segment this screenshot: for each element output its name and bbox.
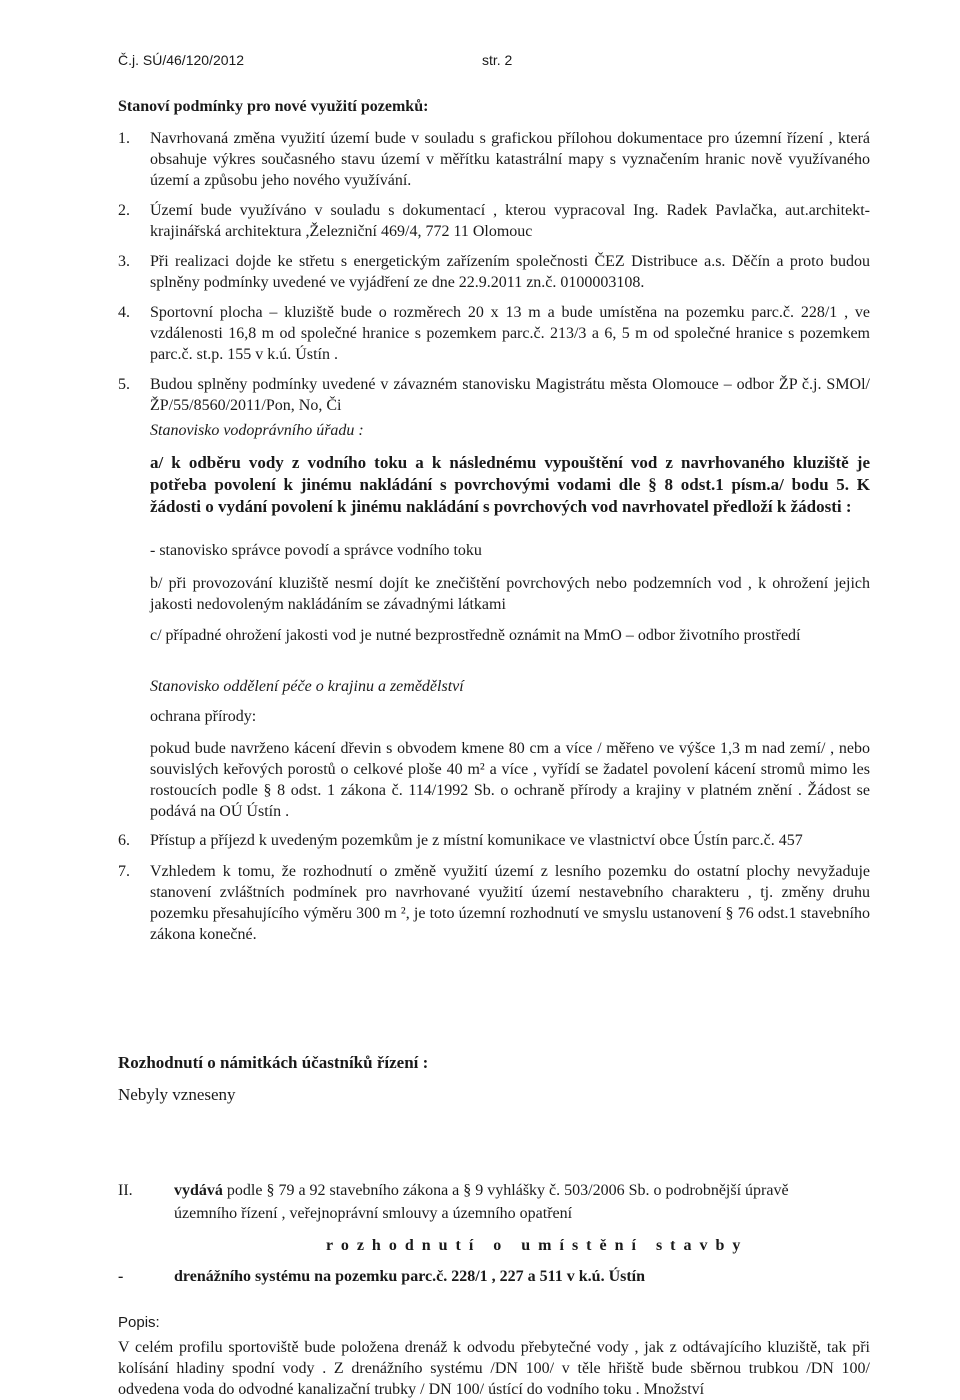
description-text: V celém profilu sportoviště bude položena drenáž k odvodu přebytečné vody , jak z odtávajícího kluziště, tak při kolísání hladiny spodní vody . Z drenážního systému /DN 100/ v těle hřiště bude sběrnou trubkou /DN 100/ odvedena voda do odvodné kanalizační trubky / DN 100/ ústící do vodního toku . Množství [118, 1339, 870, 1398]
issue-verb: vydává [174, 1182, 223, 1199]
water-permit-condition: a/ k odběru vody z vodního toku a k následnému vypouštění vod z navrhovaného kluziště je potřeba povolení k jinému nakládání s povrchovými vodami dle § 8 odst.1 písm.a/ bodu 5. K žádosti o vydání povolení k jinému nakládání s povrchových vod navrhovatel předloží k žádosti : [150, 453, 870, 516]
description-title: Popis: [118, 1314, 160, 1331]
list-item-text: Při realizaci dojde ke střetu s energetickým zařízením společnosti ČEZ Distribuce a.s. Děčín a proto budou splněny podmínky uvedené ve vyjádření ze dne 22.9.2011 zn.č. 0100003108. [150, 253, 870, 291]
notification-condition: c/ případné ohrožení jakosti vod je nutné bezprostředně oznámit na MmO – odbor životního prostředí [150, 627, 801, 644]
list-item-number: 2. [118, 202, 130, 219]
river-administrator-requirement: - stanovisko správce povodí a správce vodního toku [150, 542, 482, 559]
pollution-condition: b/ při provozování kluziště nesmí dojít ke znečištění povrchových nebo podzemních vod , k ohrožení jejich jakosti nedovoleným nakládáním se závadnými látkami [150, 575, 870, 613]
decision-title: rozhodnutí o umístění stavby [326, 1237, 749, 1254]
nature-protection-heading: ochrana přírody: [150, 708, 257, 725]
list-item-number: 4. [118, 304, 130, 321]
issue-legal-basis: podle § 79 a 92 stavebního zákona a § 9 vyhlášky č. 503/2006 Sb. o podrobnější úpravě [226, 1182, 789, 1199]
landscape-care-heading: Stanovisko oddělení péče o krajinu a zemědělství [150, 678, 464, 695]
section-title: Stanoví podmínky pro nové využití pozemků: [118, 98, 429, 115]
issue-legal-basis-cont: územního řízení , veřejnoprávní smlouvy a územního opatření [174, 1205, 573, 1222]
issue-statement [174, 1180, 789, 1201]
list-item-text: Sportovní plocha – kluziště bude o rozměrech 20 x 13 m a bude umístěna na pozemku parc.č. 228/1 , ve vzdálenosti 16,8 m od společné hranice s pozemkem parc.č. 213/3 a 6, 5 m od společné hranice s pozemkem parc.č. st.p. 155 v k.ú. Ústín . [150, 304, 870, 363]
tree-felling-condition: pokud bude navrženo kácení dřevin s obvodem kmene 80 cm a více / měřeno ve výšce 1,3 m nad zemí/ , nebo souvislých keřových porostů o celkové ploše 40 m² a více , vyřídí se žadatel povolení kácení stromů mimo les rostoucích podle § 8 odst. 1 zákona č. 114/1992 Sb. o ochraně přírody a krajiny v platném znění . Žádost se podává na OÚ Ústín . [150, 740, 870, 820]
section-number: II. [118, 1182, 133, 1199]
list-item-number: 1. [118, 130, 130, 147]
decision-dash: - [118, 1268, 124, 1285]
list-item-text: Přístup a příjezd k uvedeným pozemkům je z místní komunikace ve vlastnictví obce Ústín parc.č. 457 [150, 832, 803, 849]
list-item-text: Budou splněny podmínky uvedené v závazném stanovisku Magistrátu města Olomouce – odbor ŽP č.j. SMOl/ŽP/55/8560/2011/Pon, No, Či [150, 376, 870, 414]
list-item-text: Vzhledem k tomu, že rozhodnutí o změně využití území z lesního pozemku do ostatní plochy nevyžaduje stanovení zvláštních podmínek pro navrhované využití území nestavebního charakteru , tj. změny druhu pozemku přesahujícího výměru 300 m ², je toto územní rozhodnutí ve smyslu ustanovení § 76 odst.1 stavebního zákona konečné. [150, 863, 870, 943]
list-item-text: Území bude využíváno v souladu s dokumentací , kterou vypracoval Ing. Radek Pavlačka, aut.architekt- krajinářská architektura ,Železniční 469/4, 772 11 Olomouc [150, 202, 870, 240]
list-item-number: 3. [118, 253, 130, 270]
objections-text: Nebyly vzneseny [118, 1085, 236, 1104]
page-number: str. 2 [482, 52, 513, 68]
list-item-number: 5. [118, 376, 130, 393]
decision-subject: drenážního systému na pozemku parc.č. 228/1 , 227 a 511 v k.ú. Ústín [174, 1268, 646, 1285]
list-item-number: 6. [118, 832, 130, 849]
list-item-text: Navrhovaná změna využití území bude v souladu s grafickou přílohou dokumentace pro územní řízení , která obsahuje výkres současného stavu území v měřítku katastrální mapy s vyznačením hranic nově využívaného území a způsobu jeho nového využívání. [150, 130, 870, 189]
document-reference: Č.j. SÚ/46/120/2012 [118, 52, 245, 68]
water-authority-heading: Stanovisko vodoprávního úřadu : [150, 422, 364, 439]
objections-title: Rozhodnutí o námitkách účastníků řízení : [118, 1053, 429, 1072]
list-item-number: 7. [118, 863, 130, 880]
